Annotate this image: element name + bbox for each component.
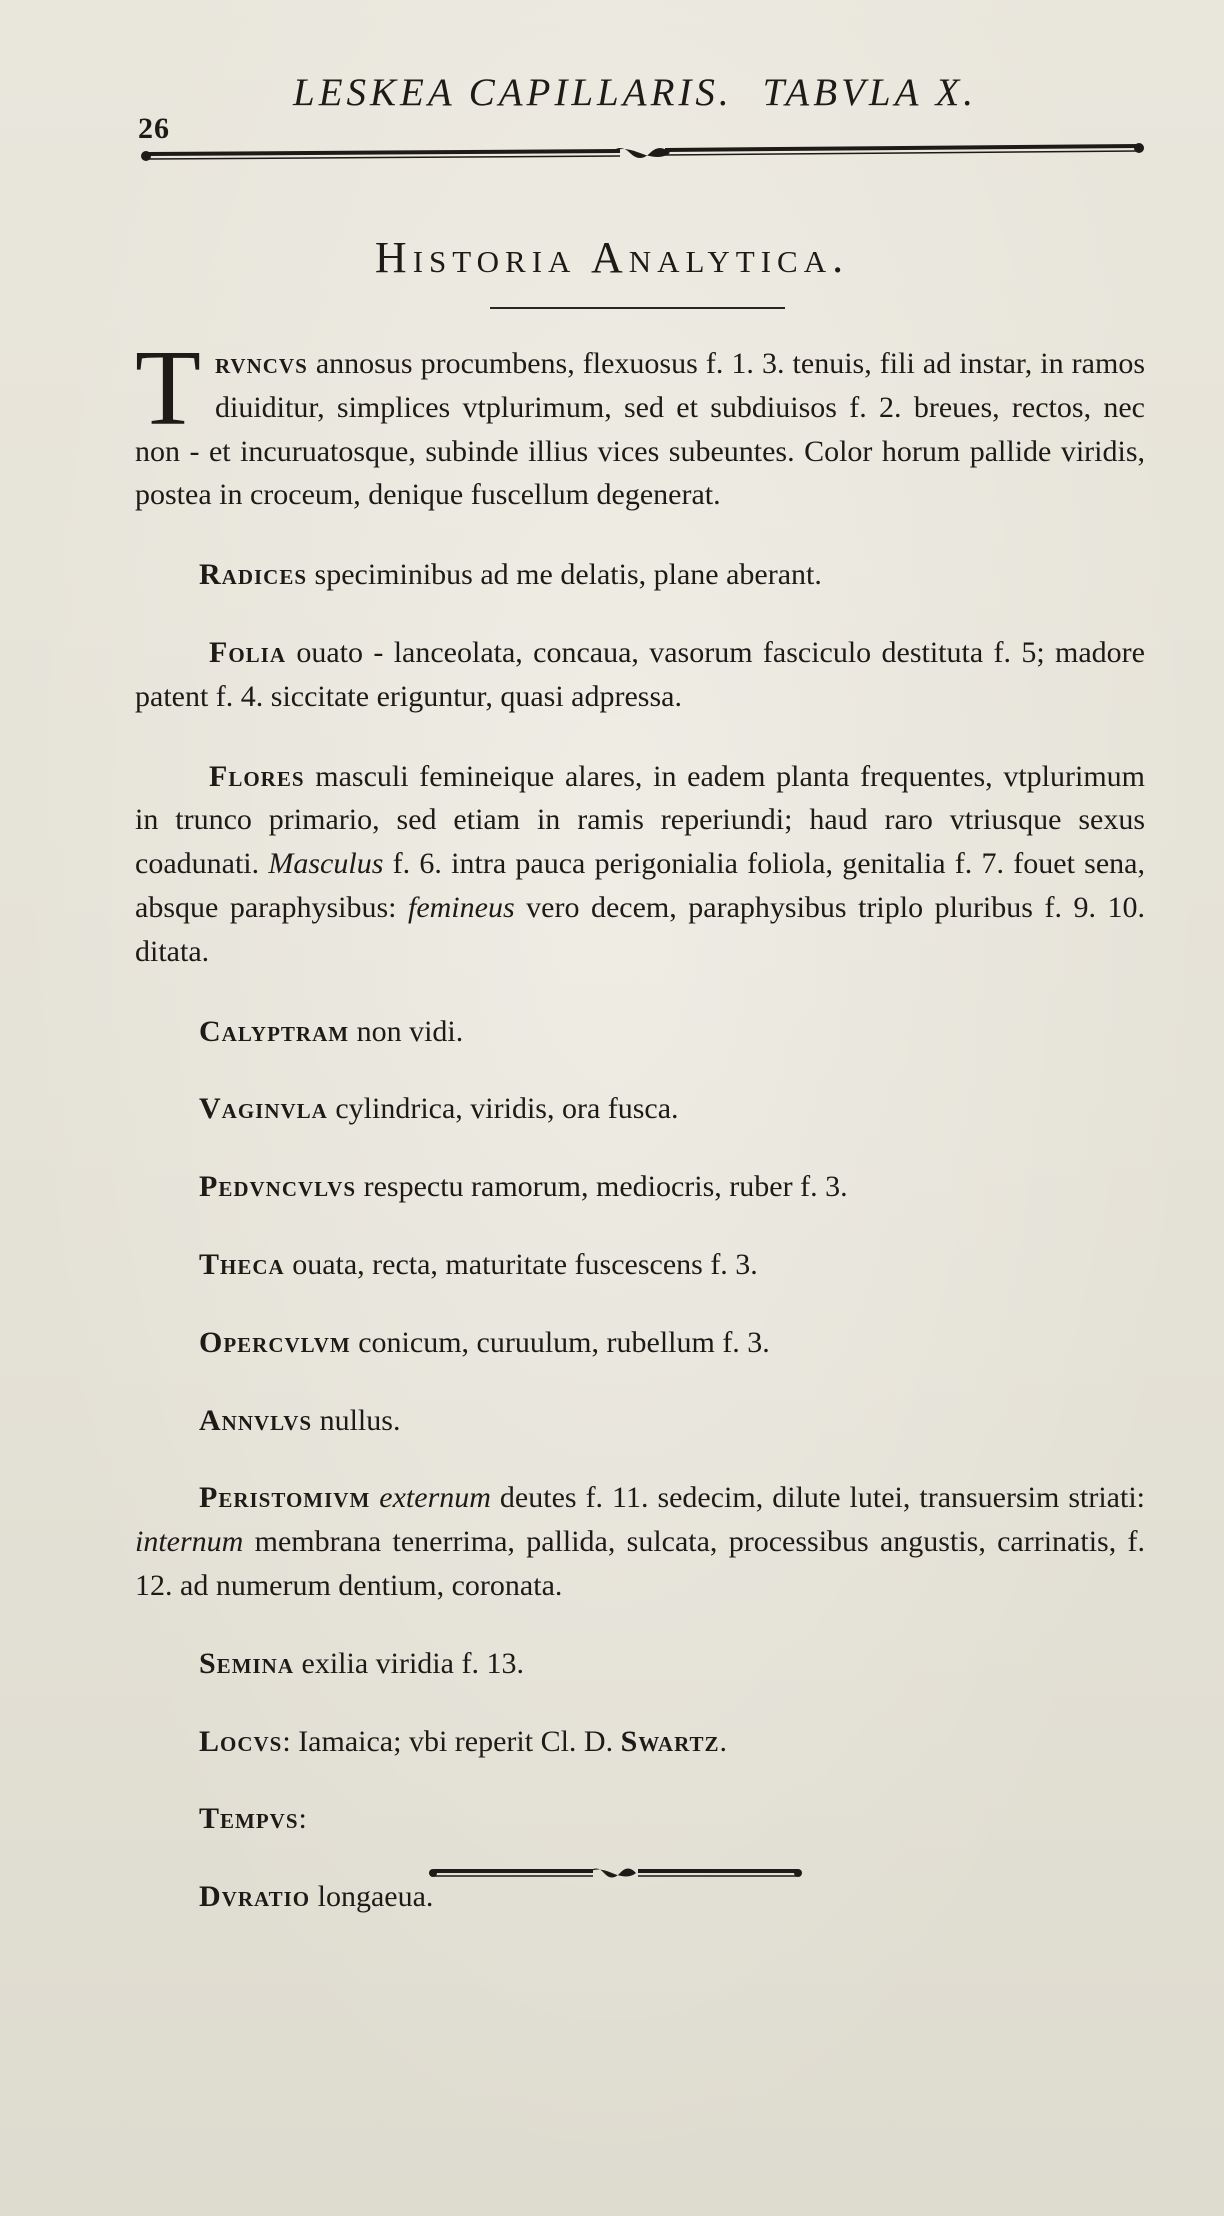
paragraph-truncus xyxy=(135,329,1145,517)
heading-annulus: Annvlvs xyxy=(199,1403,313,1437)
paragraph-radices xyxy=(135,553,1145,597)
paragraph-locus xyxy=(135,1720,1145,1764)
text-vaginula: cylindrica, viridis, ora fusca. xyxy=(327,1092,679,1126)
paragraph-semina xyxy=(135,1642,1145,1686)
paragraph-vaginula xyxy=(135,1087,1145,1131)
heading-flores: Flores xyxy=(209,759,305,793)
text-truncus: annosus procumbens, flexuosus f. 1. 3. tenuis, fili ad instar, in ramos diuiditur, simplices vtplurimum, sed et subdiuisos f. 2. breues, rectos, nec non - et incuruatosque, subinde illius vices subeuntes. Color horum pallide viridis, postea in croceum, denique fuscellum degenerat. xyxy=(135,347,1145,512)
description-body xyxy=(135,329,1145,1953)
text-flores-3: vero decem, paraphysibus triplo pluribus f. 9. 10. ditata. xyxy=(135,890,1145,968)
bottom-ornamental-rule xyxy=(428,1858,803,1888)
term-femineus: femineus xyxy=(407,890,515,924)
heading-tempus: Tempvs xyxy=(199,1802,299,1836)
heading-locus: Locvs xyxy=(199,1724,283,1758)
heading-operculum: Opercvlvm xyxy=(199,1325,351,1359)
term-internum: internum xyxy=(135,1525,244,1559)
text-annulus: nullus. xyxy=(312,1403,401,1437)
running-title xyxy=(293,70,977,115)
text-duratio: longaeua. xyxy=(310,1880,434,1914)
paragraph-folia xyxy=(135,631,1145,719)
text-operculum: conicum, curuulum, rubellum f. 3. xyxy=(350,1325,770,1359)
drop-capital: T xyxy=(135,329,201,448)
paragraph-pedunculus xyxy=(135,1165,1145,1209)
heading-pedunculus: Pedvncvlvs xyxy=(199,1170,357,1204)
heading-folia: Folia xyxy=(209,635,287,669)
text-flores-1: masculi femineique alares, in eadem planta frequentes, vtplurimum in trunco primario, sed etiam in ramis reperiundi; haud raro vtriusque sexus coadunati. xyxy=(135,759,1145,881)
heading-vaginula: Vaginvla xyxy=(199,1092,328,1126)
text-radices: speciminibus ad me delatis, plane aberant. xyxy=(307,558,822,592)
text-peristomium-2: membrana tenerrima, pallida, sulcata, processibus angustis, carrinatis, f. 12. ad numerum dentium, coronata. xyxy=(135,1525,1145,1602)
text-tempus: : xyxy=(298,1802,307,1836)
section-title: Historia Analytica. xyxy=(374,233,850,282)
paragraph-annulus xyxy=(135,1399,1145,1443)
heading-duratio: Dvratio xyxy=(199,1880,311,1914)
paragraph-peristomium xyxy=(135,1476,1145,1607)
text-folia: ouato - lanceolata, concaua, vasorum fasciculo destituta f. 5; madore patent f. 4. siccitate eriguntur, quasi adpressa. xyxy=(135,635,1145,713)
text-semina: exilia viridia f. 13. xyxy=(294,1646,524,1680)
text-calyptram: non vidi. xyxy=(349,1014,464,1048)
heading-peristomium: Peristomivm xyxy=(199,1481,371,1515)
heading-semina: Semina xyxy=(199,1646,295,1680)
text-locus-2: . xyxy=(719,1724,728,1758)
paragraph-calyptram xyxy=(135,1010,1145,1054)
heading-calyptram: Calyptram xyxy=(199,1014,350,1048)
page-number: 26 xyxy=(138,112,170,145)
text-pedunculus: respectu ramorum, mediocris, ruber f. 3. xyxy=(356,1170,848,1204)
term-masculus: Masculus xyxy=(268,847,384,881)
tabula-number: TABVLA X. xyxy=(762,71,978,114)
text-peristomium-1: deutes f. 11. sedecim, dilute lutei, transuersim striati: xyxy=(490,1481,1145,1515)
heading-radices: Radices xyxy=(199,558,308,592)
text-locus-1: : Iamaica; vbi reperit Cl. D. xyxy=(282,1724,621,1758)
paragraph-theca xyxy=(135,1243,1145,1287)
paragraph-tempus xyxy=(135,1797,1145,1841)
page-header xyxy=(138,70,1148,145)
top-ornamental-rule xyxy=(140,138,1145,168)
heading-truncus: rvncvs xyxy=(214,347,308,380)
paragraph-operculum xyxy=(135,1321,1145,1365)
text-flores-2: f. 6. intra pauca perigonialia foliola, genitalia f. 7. fouet sena, absque paraphysibus: xyxy=(135,847,1145,924)
term-externum: externum xyxy=(379,1481,491,1515)
heading-theca: Theca xyxy=(199,1247,285,1281)
title-underline xyxy=(490,307,785,309)
name-swartz: Swartz xyxy=(620,1724,720,1758)
running-title-text: LESKEA CAPILLARIS. xyxy=(293,71,733,114)
text-theca: ouata, recta, maturitate fuscescens f. 3. xyxy=(284,1247,758,1281)
paragraph-flores xyxy=(135,755,1145,974)
